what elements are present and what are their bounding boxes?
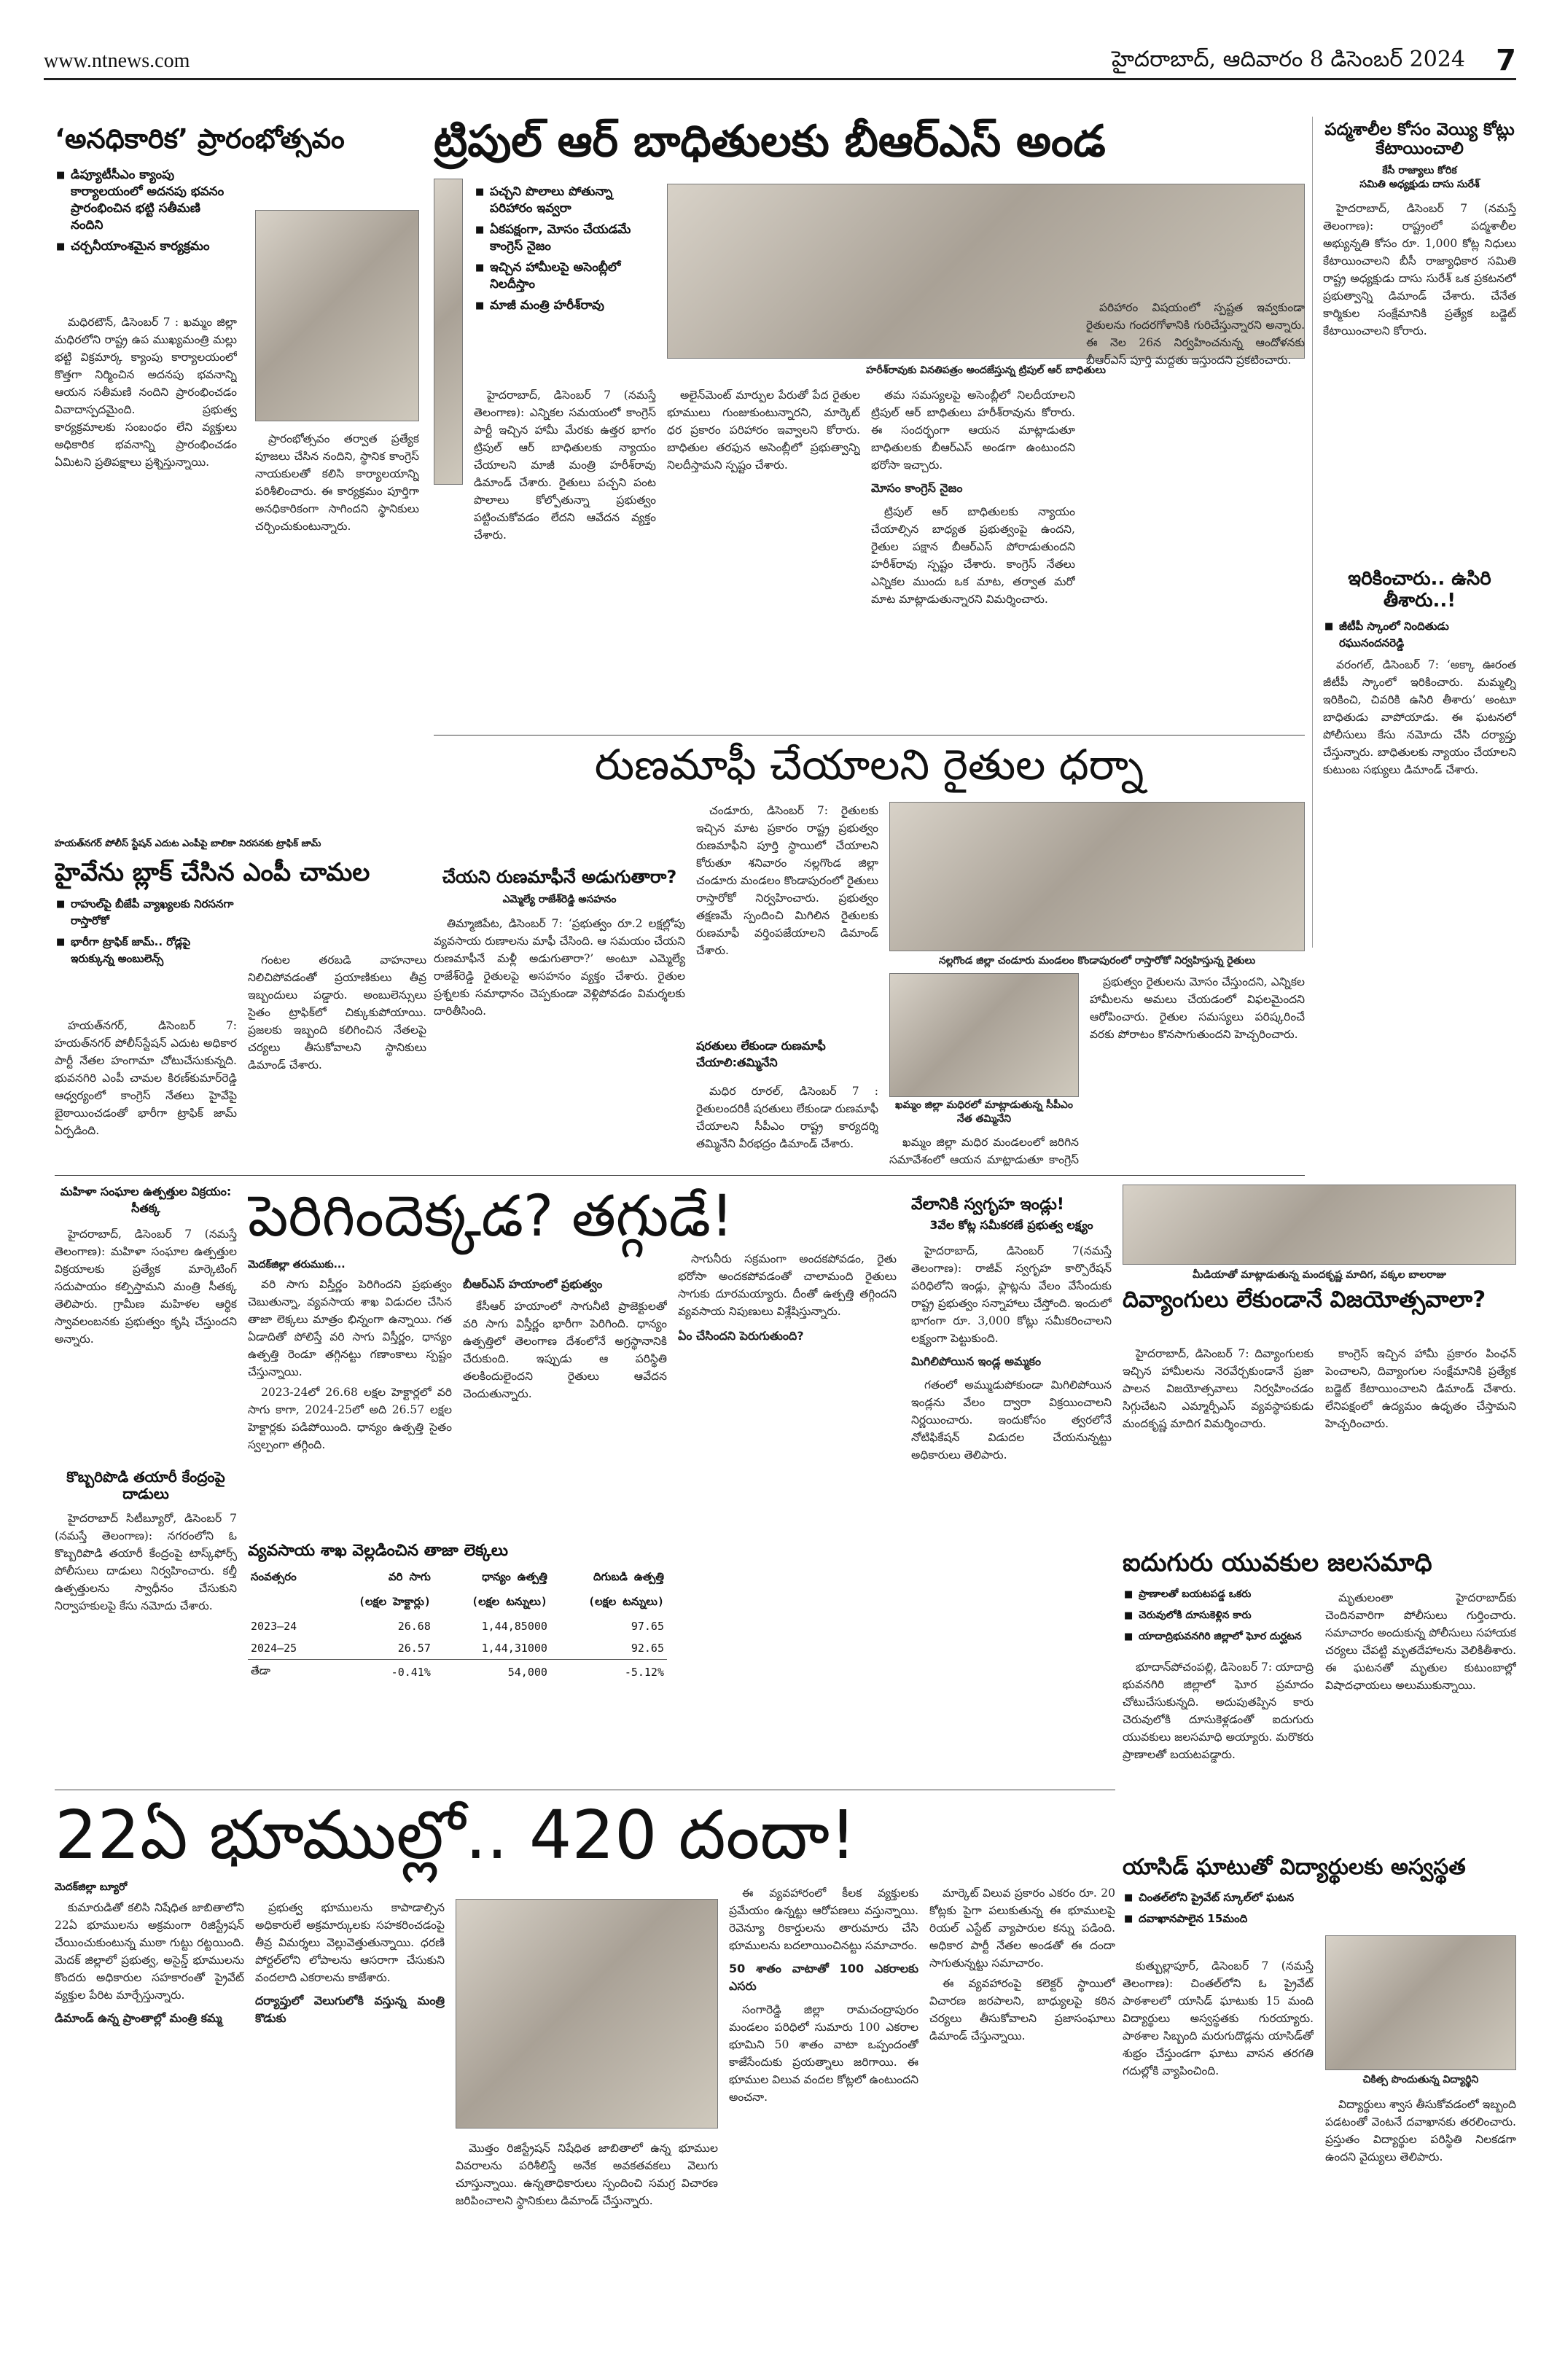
subhead-2: దర్యాప్తులో వెలుగులోకి వస్తున్న మంత్రి కొడుకు (255, 1994, 445, 2025)
photo-caption: మీడియాతో మాట్లాడుతున్న మందకృష్ణ మాదిగ, వక్కల బాలరాజు (1193, 1269, 1446, 1281)
col-header: వరి సాగు (388, 1570, 431, 1584)
article-body-4: ఈ వ్యవహారంలో కీలక వ్యక్తులకు ప్రమేయం ఉన్నట్టు ఆరోపణలు వస్తున్నాయి. రెవెన్యూ రికార్డులను తారుమారు చేసి భూములను బదలాయించినట్టు సమాచారం. 50 శాతం వాటాతో 100 ఎకరాలకు ఎసరు సంగారెడ్డి జిల్లా రామచంద్రాపురం మండలం పరిధిలో సుమారు 100 ఎకరాల భూమిని 50 శాతం వాటా ఒప్పందంతో కాజేసేందుకు ప్రయత్నాలు జరిగాయి. ఈ భూముల విలువ వందల కోట్లలో ఉంటుందని అంచనా. (729, 1887, 918, 2104)
subtitle: ఎమ్మెల్యే రాజేశ్‌రెడ్డి అసహనం (502, 893, 617, 905)
edition-date: హైదరాబాద్, ఆదివారం 8 డిసెంబర్ 2024 (1111, 47, 1465, 72)
headline: చేయని రుణమాఫీనే అడుగుతారా? (442, 867, 677, 887)
story-rrr-victims (434, 117, 1305, 729)
article-body-col4: పరిహారం విషయంలో స్పష్టత ఇవ్వకుండా రైతులను గందరగోళానికి గురిచేస్తున్నారని అన్నారు. ఈ నెల 26న నిర్వహించనున్న ఆందోళనకు బీఆర్ఎస్ పూర్తి మద్దతు ఇస్తుందని ప్రకటించారు. (1086, 301, 1305, 367)
stats-table-box (248, 1542, 667, 1717)
table-title: వ్యవసాయ శాఖ వెల్లడించిన తాజా లెక్కలు (248, 1542, 509, 1560)
subhead: డిమాండ్ ఉన్న ప్రాంతాల్లో మంత్రి కమ్మ (55, 2011, 222, 2025)
photo-caption-2: ఖమ్మం జిల్లా మధిరలో మాట్లాడుతున్న సీపీఎం నేత తమ్మినేని (895, 1099, 1073, 1125)
story-women-groups (55, 1185, 237, 1782)
kicker: మెదక్‌జిల్లా తరుముకు... (248, 1258, 346, 1271)
headline: హైవేను బ్లాక్ చేసిన ఎంపీ చామల (55, 858, 370, 887)
story-loan-waiver-mla (434, 867, 685, 1166)
headline: పెరిగిందెక్కడ? తగ్గుడే! (248, 1185, 734, 1249)
article-body: తిమ్మాజిపేట, డిసెంబర్ 7: ‘ప్రభుత్వం రూ.2 లక్షల్లోపు వ్యవసాయ రుణాలను మాఫీ చేసింది. ఆ సమయం చేయని రుణమాఫీనే మళ్లీ అడుగుతారా?’ అంటూ ఎమ్మెల్యే రాజేశ్‌రెడ్డి రైతులపై అసహనం వ్యక్తం చేశారు. రైతుల ప్రశ్నలకు సమాధానం చెప్పకుండా వెళ్లిపోవడం విమర్శలకు దారితీసింది. (434, 916, 685, 1018)
photo-caption: నల్లగొండ జిల్లా చండూరు మండలం కొండాపురంలో రాస్తారోకో నిర్వహిస్తున్న రైతులు (938, 955, 1256, 967)
col-unit (248, 1591, 322, 1615)
table-row: 2024–25 26.57 1,44,31000 92.65 (251, 1642, 664, 1655)
table-row: 2023–24 26.68 1,44,85000 97.65 (251, 1620, 664, 1634)
tammineni-photo (889, 973, 1079, 1097)
photo-caption: చికిత్స పొందుతున్న విద్యార్థిని (1362, 2074, 1479, 2086)
article-body: హైదరాబాద్, డిసెంబర్ 7 (నమస్తే తెలంగాణ): మహిళా సంఘాల ఉత్పత్తుల విక్రయాలకు ప్రత్యేక మార్కెటింగ్ సదుపాయం కల్పిస్తామని మంత్రి సీతక్క తెలిపారు. గ్రామీణ మహిళల ఆర్థిక స్వావలంబనకు ప్రభుత్వం కృషి చేస్తుందని అన్నారు. (55, 1228, 237, 1346)
article-body-cont: ప్రారంభోత్సవం తర్వాత ప్రత్యేక పూజలు చేసిన నందిని, స్థానిక కాంగ్రెస్ నాయకులతో కలిసి కార్యాలయాన్ని పరిశీలించారు. ఈ కార్యక్రమం పూర్తిగా అనధికారికంగా సాగిందని స్థానికులు చర్చించుకుంటున్నారు. (255, 432, 419, 533)
lands-photo (456, 1899, 718, 2129)
headline: రుణమాఫీ చేయాలని రైతుల ధర్నా (594, 740, 1144, 789)
highlight: ■ జీటీపీ స్కాంలో నిందితుడు రఘునందనరెడ్డి (1323, 618, 1516, 652)
article-body: హైదరాబాద్, డిసెంబర్ 7(నమస్తే తెలంగాణ): రాజీవ్ స్వగృహ కార్పొరేషన్ పరిధిలోని ఇండ్లు, ఫ్లాట్లను వేలం వేసేందుకు రాష్ట్ర ప్రభుత్వం సన్నాహాలు చేస్తోంది. ఇందులో భాగంగా రూ. 3,000 కోట్లు సమీకరించాలని లక్ష్యంగా పెట్టుకుంది. మిగిలిపోయిన ఇండ్ల అమ్మకం గతంలో అమ్ముడుపోకుండా మిగిలిపోయిన ఇండ్లను వేలం ద్వారా విక్రయించాలని నిర్ణయించారు. ఇందుకోసం త్వరలోనే నోటిఫికేషన్ విడుదల చేయనున్నట్టు అధికారులు తెలిపారు. (911, 1244, 1112, 1462)
kicker: మహిళా సంఘాల ఉత్పత్తుల విక్రయం: సీతక్క (60, 1185, 232, 1215)
article-body-3: మొత్తం రిజిస్ట్రేషన్ నిషేధిత జాబితాలో ఉన్న భూముల వివరాలను పరిశీలిస్తే అనేక అవకతవకలు వెలుగు చూస్తున్నాయి. ఉన్నతాధికారులు స్పందించి సమగ్ర విచారణ జరిపించాలని స్థానికులు డిమాండ్ చేస్తున్నారు. (456, 2142, 718, 2207)
article-body-2: బీఆర్ఎస్ హయాంలో ప్రభుత్వం కేసీఆర్ హయాంలో సాగునీటి ప్రాజెక్టులతో వరి సాగు విస్తీర్ణం భారీగా పెరిగింది. ధాన్యం ఉత్పత్తిలో తెలంగాణ దేశంలోనే అగ్రస్థానానికి చేరుకుంది. ఇప్పుడు ఆ పరిస్థితి తలకిందులైందని రైతులు ఆవేదన చెందుతున్నారు. (463, 1277, 667, 1400)
highlight: ■ మాజీ మంత్రి హరీశ్‌రావు (474, 297, 656, 314)
col-unit: (లక్షల హెక్టార్లు) (358, 1595, 431, 1609)
site-url[interactable]: www.ntnews.com (44, 50, 190, 72)
article-body-2: విద్యార్థులు శ్వాస తీసుకోవడంలో ఇబ్బంది పడటంతో వెంటనే దవాఖానకు తరలించారు. ప్రస్తుతం విద్యార్థుల పరిస్థితి నిలకడగా ఉందని వైద్యులు తెలిపారు. (1325, 2098, 1516, 2164)
col-header: ధాన్యం ఉత్పత్తి (482, 1570, 547, 1584)
headline: కొబ్బరిపొడి తయారీ కేంద్రంపై దాడులు (66, 1468, 225, 1502)
headline: ఇరికించారు.. ఉసిరి తీశారు..! (1348, 569, 1491, 612)
highlight: ■ డిప్యూటీసీఎం క్యాంపు కార్యాలయంలో అదనపు భవనం ప్రారంభించిన భట్టి సతీమణి నందిని (55, 167, 237, 234)
subtitle-2: సమితి అధ్యక్షుడు దాసు సురేశ్ (1359, 178, 1480, 190)
headline: ట్రిపుల్ ఆర్ బాధితులకు బీఆర్ఎస్ అండ (434, 117, 1106, 167)
article-body: హయత్‌నగర్, డిసెంబర్ 7: హయత్‌నగర్ పోలీస్‌స్టేషన్ ఎదుట అధికార పార్టీ నేతల హంగామా చోటుచేసుకున్నది. భువనగిరి ఎంపీ చామల కిరణ్‌కుమార్‌రెడ్డి ఆధ్వర్యంలో కాంగ్రెస్ నేతలు హైవేపై బైఠాయించడంతో భారీగా ట్రాఫిక్ జామ్ ఏర్పడింది. (55, 1019, 237, 1137)
story-highway-block (55, 838, 426, 1166)
article-body: మధిరటౌన్, డిసెంబర్ 7 : ఖమ్మం జిల్లా మధిరలోని రాష్ట్ర ఉప ముఖ్యమంత్రి మల్లు భట్టి విక్రమార్క క్యాంపు కార్యాలయంలో కొత్తగా నిర్మించిన అదనపు భవనాన్ని ఆయన సతీమణి నందిని ప్రారంభించడం వివాదాస్పదమైంది. ప్రభుత్వ కార్యక్రమాలకు సంబంధం లేని వ్యక్తులు అధికారిక భవనాన్ని ప్రారంభించడం ఏమిటని ప్రతిపక్షాలు ప్రశ్నిస్తున్నాయి. (55, 316, 237, 469)
col-header: దిగుబడి ఉత్పత్తి (593, 1570, 664, 1584)
article-body: కుమారుడితో కలిసి నిషేధిత జాబితాలోని 22ఏ భూములను అక్రమంగా రిజిస్ట్రేషన్ చేయించుకుంటున్న ముఠా గుట్టు రట్టయింది. మెదక్ జిల్లాలో ప్రభుత్వ, అసైన్డ్ భూములను కొందరు అధికారుల సహకారంతో ప్రైవేట్ వ్యక్తుల పేరిట మార్చేస్తున్నారు. డిమాండ్ ఉన్న ప్రాంతాల్లో మంత్రి కమ్మ (55, 1899, 244, 2358)
headline: దివ్యాంగులు లేకుండానే విజయోత్సవాలా? (1123, 1287, 1486, 1313)
subhead-3: 50 శాతం వాటాతో 100 ఎకరాలకు ఎసరు (729, 1962, 918, 1993)
student-photo (1325, 1935, 1516, 2070)
article-body: చండూరు, డిసెంబర్ 7: రైతులకు ఇచ్చిన మాట ప్రకారం రాష్ట్ర ప్రభుత్వం రుణమాఫీని పూర్తి స్థాయిలో చేయాలని కోరుతూ శనివారం నల్లగొండ జిల్లా చండూరు మండలం కొండాపురంలో రైతులు రాస్తారోకో నిర్వహించారు. ప్రభుత్వం తక్షణమే స్పందించి మిగిలిన రైతులకు రుణమాఫీ వర్తింపజేయాలని డిమాండ్ చేశారు. (696, 804, 878, 957)
inauguration-photo (255, 210, 419, 421)
highlight: ■ పచ్చని పొలాలు పోతున్నా పరిహారం ఇవ్వరా (474, 184, 656, 217)
headline: వేలానికి స్వగృహ ఇండ్లు! (911, 1195, 1064, 1214)
masthead (44, 44, 1516, 80)
story-22a-lands (55, 1797, 1115, 2358)
table-row: తేడా -0.41% 54,000 -5.12% (248, 1660, 667, 1685)
highlight: ■ ఇచ్చిన హామీలపై అసెంబ్లీలో నిలదీస్తాం (474, 260, 656, 293)
highlights (1123, 1889, 1516, 1927)
article-body: హైదరాబాద్, డిసెంబర్ 7 (నమస్తే తెలంగాణ): రాష్ట్రంలో పద్మశాలీల అభ్యున్నతి కోసం రూ. 1,000 కోట్ల నిధులు కేటాయించాలని బీసీ రాజ్యాధికార సమితి రాష్ట్ర అధ్యక్షుడు దాసు సురేశ్ ఒక ప్రకటనలో ప్రభుత్వాన్ని డిమాండ్ చేశారు. చేనేత కార్మికుల సంక్షేమానికి ప్రత్యేక బడ్జెట్ కేటాయించాలని కోరారు. (1323, 201, 1516, 338)
highlight: ■ చెరువులోకి దూసుకెళ్లిన కారు (1123, 1607, 1314, 1624)
article-body-5: మార్కెట్ విలువ ప్రకారం ఎకరం రూ. 20 కోట్లకు పైగా పలుకుతున్న ఈ భూములపై రియల్ ఎస్టేట్ వ్యాపారుల కన్ను పడింది. అధికార పార్టీ నేతల అండతో ఈ దందా సాగుతున్నట్టు సమాచారం. ఈ వ్యవహారంపై కలెక్టర్ స్థాయిలో విచారణ జరపాలని, బాధ్యులపై కఠిన చర్యలు తీసుకోవాలని ప్రజాసంఘాలు డిమాండ్ చేస్తున్నాయి. (929, 1887, 1115, 2042)
article-body: హైదరాబాద్, డిసెంబర్ 7 (నమస్తే తెలంగాణ): ఎన్నికల సమయంలో కాంగ్రెస్ పార్టీ ఇచ్చిన హామీ మేరకు ఉత్తర భాగం ట్రిపుల్ ఆర్ బాధితులకు న్యాయం చేయాలని మాజీ మంత్రి హరీశ్‌రావు డిమాండ్ చేశారు. రైతులు పచ్చని పంట పొలాలు కోల్పోతున్నా ప్రభుత్వం పట్టించుకోవడం లేదని ఆవేదన వ్యక్తం చేశారు. (474, 389, 656, 542)
photo-caption: హరీశ్‌రావుకు వినతిపత్రం అందజేస్తున్న ట్రిపుల్ ఆర్ బాధితులు (866, 364, 1106, 376)
kicker: మెదక్‌జిల్లా బ్యూరో (55, 1881, 128, 1893)
highlights (55, 896, 237, 967)
article-body-2: కాంగ్రెస్ ఇచ్చిన హామీ ప్రకారం పింఛన్ పెంచాలని, దివ్యాంగుల సంక్షేమానికి ప్రత్యేక బడ్జెట్ కేటాయించాలని డిమాండ్ చేశారు. లేనిపక్షంలో ఉద్యమం ఉధృతం చేస్తామని హెచ్చరించారు. (1325, 1347, 1516, 1430)
highlights (474, 184, 656, 319)
headline: పద్మశాలీల కోసం వెయ్యి కోట్లు కేటాయించాలి (1324, 120, 1515, 159)
article-body: భూదాన్‌పోచంపల్లి, డిసెంబర్ 7: యాదాద్రి భువనగిరి జిల్లాలో ఘోర ప్రమాదం చోటుచేసుకున్నది. అదుపుతప్పిన కారు చెరువులోకి దూసుకెళ్లడంతో ఐదుగురు యువకులు జలసమాధి అయ్యారు. మరొకరు ప్రాణాలతో బయటపడ్డారు. (1123, 1661, 1314, 1761)
article-body-4: ఖమ్మం జిల్లా మధిర మండలంలో జరిగిన సమావేశంలో ఆయన మాట్లాడుతూ కాంగ్రెస్ (889, 1136, 1079, 1166)
headline: 22ఏ భూముల్లో.. 420 దందా! (55, 1797, 856, 1874)
highlight: ■ రాహుల్‌పై బీజేపీ వ్యాఖ్యలకు నిరసనగా రాస్తారోకో (55, 896, 237, 929)
headline: ఐదుగురు యువకుల జలసమాధి (1123, 1549, 1432, 1577)
subtitle: 3వేల కోట్ల సమీకరణే ప్రభుత్వ లక్ష్యం (929, 1218, 1093, 1233)
headline: ‘అనధికారిక’ ప్రారంభోత్సవం (55, 124, 345, 155)
highlights (1323, 618, 1516, 652)
article-body-col3: తమ సమస్యలపై అసెంబ్లీలో నిలదీయాలని ట్రిపుల్ ఆర్ బాధితులు హరీశ్‌రావును కోరారు. ఈ సందర్భంగా ఆయన మాట్లాడుతూ బాధితులకు బీఆర్ఎస్ అండగా ఉంటుందని భరోసా ఇచ్చారు. మోసం కాంగ్రెస్ నైజం ట్రిపుల్ ఆర్ బాధితులకు న్యాయం చేయాల్సిన బాధ్యత ప్రభుత్వంపై ఉందని, రైతుల పక్షాన బీఆర్ఎస్ పోరాడుతుందని హరీశ్‌రావు స్పష్టం చేశారు. కాంగ్రెస్ నేతలు ఎన్నికల ముందు ఒక మాట, తర్వాత మరో మాట మాట్లాడుతున్నారని విమర్శించారు. (871, 389, 1075, 606)
article-body-2: మధిర రూరల్, డిసెంబర్ 7 : రైతులందరికీ షరతులు లేకుండా రుణమాఫీ చేయాలని సీపీఎం రాష్ట్ర కార్యదర్శి తమ్మినేని వీరభద్రం డిమాండ్ చేశారు. (696, 1085, 878, 1150)
highlight: ■ చర్చనీయాంశమైన కార్యక్రమం (55, 238, 237, 255)
headline: యాసిడ్ ఘాటుతో విద్యార్థులకు అస్వస్థత (1123, 1855, 1466, 1880)
subhead: షరతులు లేకుండా రుణమాఫీ చేయాలి:తమ్మినేని (696, 1039, 826, 1069)
highlights (1123, 1586, 1314, 1645)
story-padmashali (1323, 120, 1516, 558)
highlight: ■ ఏకపక్షంగా, మోసం చేయడమే కాంగ్రెస్ నైజం (474, 222, 656, 255)
story-swagruha-auction (911, 1195, 1112, 1779)
article-body-3: సాగునీరు సక్రమంగా అందకపోవడం, రైతు భరోసా అందకపోవడంతో చాలామంది రైతులు సాగుకు దూరమయ్యారు. దీంతో ఉత్పత్తి తగ్గిందని వ్యవసాయ నిపుణులు విశ్లేషిస్తున్నారు. ఏం చేసిందని పెరుగుతుంది? (678, 1250, 897, 1779)
highlight: ■ చింతల్‌లోని ప్రైవేట్ స్కూల్‌లో ఘటన (1123, 1889, 1516, 1906)
col-unit: (లక్షల టన్నులు) (588, 1595, 664, 1609)
story-disabled-celebrations (1123, 1185, 1516, 1542)
kicker: హయత్‌నగర్ పోలీస్ స్టేషన్ ఎదుట ఎంపీపై బాలికా నిరసనకు ట్రాఫిక్ జామ్ (55, 838, 321, 849)
subhead-2: ఏం చేసిందని పెరుగుతుంది? (678, 1329, 804, 1343)
article-body: వరంగల్, డిసెంబర్ 7: ‘అక్కా ఊరంత జీటీపీ స్కాంలో ఇరికించారు. మమ్మల్ని ఇరికించి, చివరికి ఉసిరి తీశారు’ అంటూ బాధితుడు వాపోయాడు. ఈ ఘటనలో పోలీసులు కేసు నమోదు చేసి దర్యాప్తు చేస్తున్నారు. బాధితులకు న్యాయం చేయాలని కుటుంబ సభ్యులు డిమాండ్ చేశారు. (1323, 658, 1516, 776)
highlight: ■ ప్రాణాలతో బయటపడ్డ ఒకరు (1123, 1586, 1314, 1603)
subhead: మోసం కాంగ్రెస్ నైజం (871, 481, 963, 495)
story-paddy-decline (248, 1185, 904, 1782)
story-gtp-scam (1323, 569, 1516, 948)
article-body-3: ప్రభుత్వం రైతులను మోసం చేస్తుందని, ఎన్నికల హామీలను అమలు చేయడంలో విఫలమైందని ఆరోపించారు. రైతుల సమస్యలు పరిష్కరించే వరకు పోరాటం కొనసాగుతుందని హెచ్చరించారు. (1090, 975, 1305, 1041)
article-body-2: హైదరాబాద్ సిటీబ్యూరో, డిసెంబర్ 7 (నమస్తే తెలంగాణ): నగరంలోని ఓ కొబ్బరిపొడి తయారీ కేంద్రంపై టాస్క్‌ఫోర్స్ పోలీసులు దాడులు నిర్వహించారు. కల్తీ ఉత్పత్తులను స్వాధీనం చేసుకుని నిర్వాహకులపై కేసు నమోదు చేశారు. (55, 1512, 237, 1612)
highlight: ■ భారీగా ట్రాఫిక్ జామ్.. రోడ్లపై ఇరుక్కున్న అంబులెన్స్ (55, 934, 237, 967)
stats-table (248, 1566, 667, 1685)
article-body-2: గంటల తరబడి వాహనాలు నిలిచిపోవడంతో ప్రయాణికులు తీవ్ర ఇబ్బందులు పడ్డారు. అంబులెన్సులు సైతం ట్రాఫిక్‌లో చిక్కుకుపోయాయి. ప్రజలకు ఇబ్బంది కలిగించిన నేతలపై చర్యలు తీసుకోవాలని స్థానికులు డిమాండ్ చేశారు. (248, 953, 426, 1072)
article-body-col2: అలైన్‌మెంట్ మార్పుల పేరుతో పేద రైతుల భూములు గుంజుకుంటున్నారని, మార్కెట్ ధర ప్రకారం పరిహారం ఇవ్వాలని కోరారు. బాధితుల తరఫున అసెంబ్లీలో ప్రభుత్వాన్ని నిలదీస్తామని స్పష్టం చేశారు. (667, 389, 860, 472)
harish-rao-photo (434, 179, 463, 485)
story-unofficial-inauguration (55, 124, 419, 860)
dharna-photo (889, 802, 1305, 951)
page-number: 7 (1496, 44, 1516, 77)
col-unit: (లక్షల టన్నులు) (472, 1595, 547, 1609)
article-body-2: మృతులంతా హైదరాబాద్‌కు చెందినవారిగా పోలీసులు గుర్తించారు. సమాచారం అందుకున్న పోలీసులు సహాయక చర్యలు చేపట్టి మృతదేహాలను వెలికితీశారు. ఈ ఘటనతో మృతుల కుటుంబాల్లో విషాదఛాయలు అలుముకున్నాయి. (1325, 1591, 1516, 1692)
article-body: కుత్బుల్లాపూర్, డిసెంబర్ 7 (నమస్తే తెలంగాణ): చింతల్‌లోని ఓ ప్రైవేట్ పాఠశాలలో యాసిడ్ ఘాటుకు 15 మంది విద్యార్థులు అస్వస్థతకు గురయ్యారు. పాఠశాల సిబ్బంది మరుగుదొడ్లను యాసిడ్‌తో శుభ్రం చేస్తుండగా ఘాటు వాసన తరగతి గదుల్లోకి వ్యాపించింది. (1123, 1959, 1314, 2077)
subhead: మిగిలిపోయిన ఇండ్ల అమ్మకం (911, 1354, 1042, 1369)
highlight: ■ దవాఖానపాలైన 15మంది (1123, 1911, 1516, 1927)
story-acid-fumes (1123, 1855, 1516, 2351)
story-youths-drown (1123, 1549, 1516, 1848)
subtitle: కేసీ రాజ్యాలు కోరిక (1382, 164, 1457, 176)
highlight: ■ యాదాద్రిభువనగిరి జిల్లాలో ఘోర దుర్ఘటన (1123, 1628, 1314, 1645)
subhead: బీఆర్ఎస్ హయాంలో ప్రభుత్వం (463, 1277, 603, 1291)
article-body-2: ప్రభుత్వ భూములను కాపాడాల్సిన అధికారులే అక్రమార్కులకు సహకరించడంపై తీవ్ర విమర్శలు వెల్లువెత్తుతున్నాయి. ధరణి పోర్టల్‌లోని లోపాలను ఆసరాగా చేసుకుని వందలాది ఎకరాలను కాజేశారు. దర్యాప్తులో వెలుగులోకి వస్తున్న మంత్రి కొడుకు (255, 1899, 445, 2358)
highlights (55, 167, 237, 255)
press-meet-photo (1123, 1185, 1516, 1265)
article-body: హైదరాబాద్, డిసెంబర్ 7: దివ్యాంగులకు ఇచ్చిన హామీలను నెరవేర్చకుండానే ప్రజా పాలన విజయోత్సవాలు నిర్వహించడం సిగ్గుచేటని ఎమ్మార్పీఎస్ వ్యవస్థాపకుడు మందకృష్ణ మాదిగ విమర్శించారు. (1123, 1347, 1314, 1430)
article-body: వరి సాగు విస్తీర్ణం పెరిగిందని ప్రభుత్వం చెబుతున్నా, వ్యవసాయ శాఖ విడుదల చేసిన తాజా లెక్కలు మాత్రం భిన్నంగా ఉన్నాయి. గత ఏడాదితో పోలిస్తే వరి సాగు విస్తీర్ణం, ధాన్యం ఉత్పత్తి రెండూ తగ్గినట్టు గణాంకాలు స్పష్టం చేస్తున్నాయి. 2023-24లో 26.68 లక్షల హెక్టార్లలో వరి సాగు కాగా, 2024-25లో అది 26.57 లక్షల హెక్టార్లకు పడిపోయింది. ధాన్యం ఉత్పత్తి సైతం స్వల్పంగా తగ్గింది. (248, 1278, 452, 1451)
col-header: సంవత్సరం (251, 1570, 297, 1584)
